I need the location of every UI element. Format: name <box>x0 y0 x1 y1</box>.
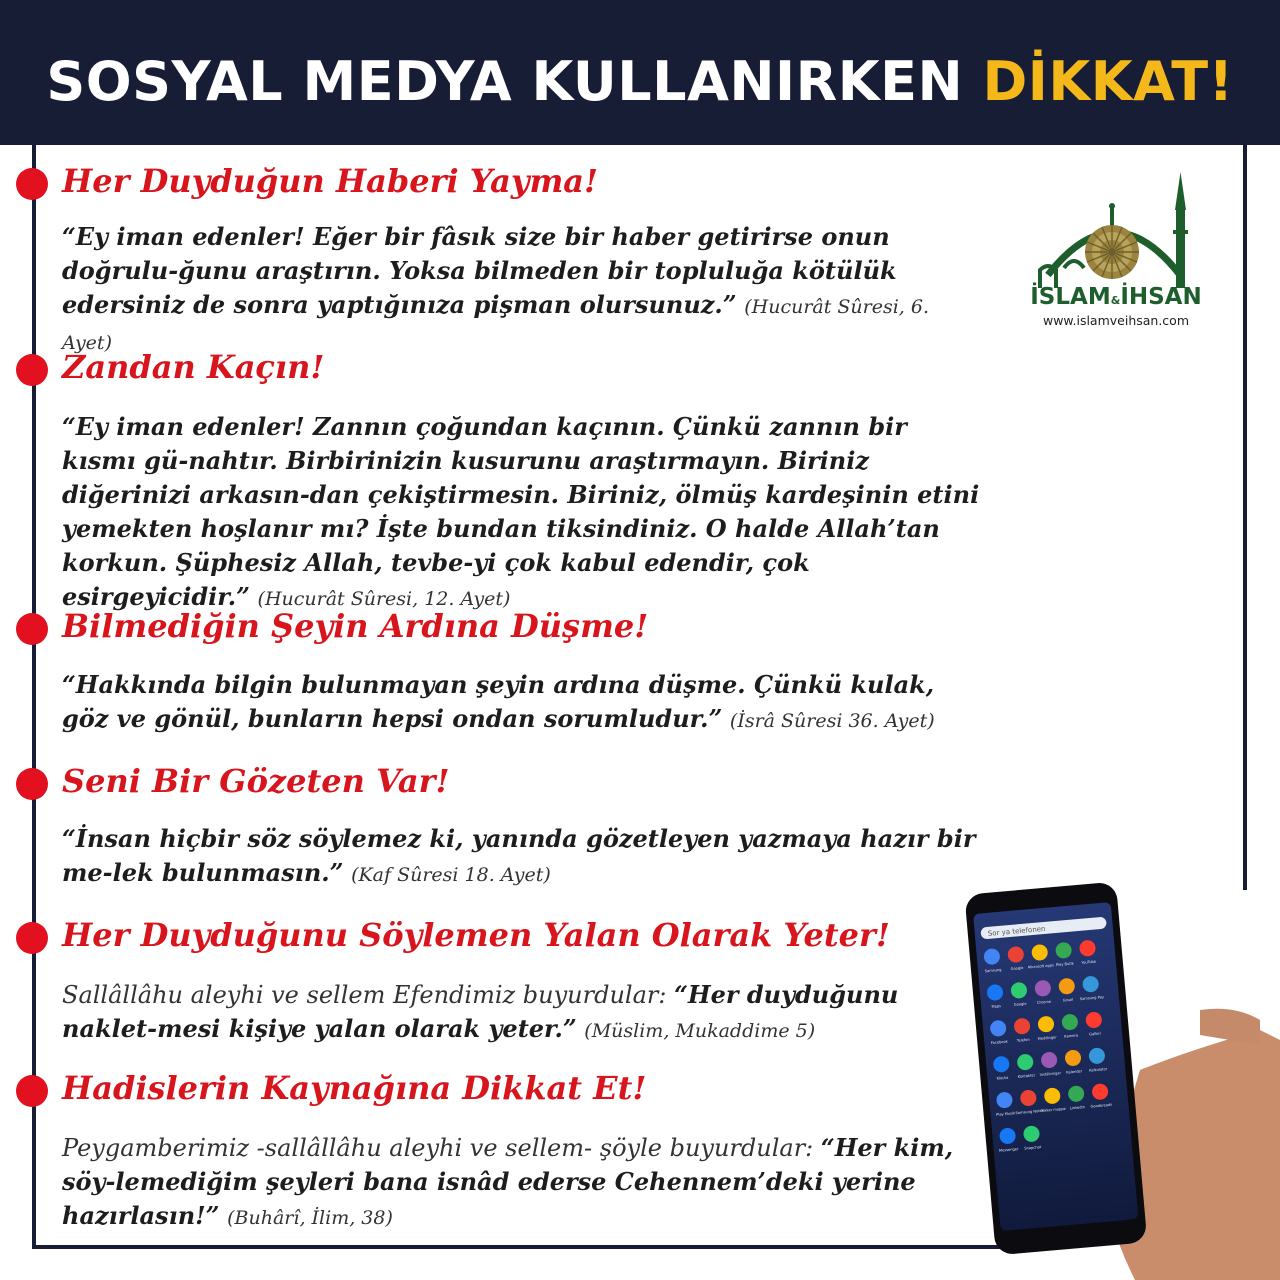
lead-text: Peygamberimiz -sallâllâhu aleyhi ve sellem- şöyle buyurdular: <box>62 1134 814 1162</box>
quote-source: (Hucurât Sûresi, 6. Ayet) <box>62 296 930 354</box>
quote-source: (Hucurât Sûresi, 12. Ayet) <box>257 588 511 610</box>
phone-app-label: Sikker mappe <box>1041 1106 1066 1113</box>
quote-source: (Kaf Sûresi 18. Ayet) <box>351 864 551 886</box>
quote-source: (İsrâ Sûresi 36. Ayet) <box>729 710 935 732</box>
phone-app-label: Samsung <box>984 967 1002 974</box>
section-paragraph <box>62 978 982 1048</box>
section-heading: Seni Bir Gözeten Var! <box>62 762 450 800</box>
quote-text: “İnsan hiçbir söz söylemez ki, yanında gözetleyen yazmaya hazır bir me-lek bulunmasın.” <box>62 824 976 887</box>
phone-app-label: Kalkulator <box>1089 1067 1108 1073</box>
title-accent: DİKKAT! <box>982 50 1234 113</box>
header-banner <box>0 0 1280 145</box>
section-heading: Bilmediğin Şeyin Ardına Düşme! <box>62 607 649 645</box>
logo-name-left: İSLAM <box>1030 284 1111 310</box>
phone-app-label: Samsung Notes <box>1015 1108 1044 1116</box>
phone-app-label: Play Butik <box>1055 961 1074 968</box>
title-main: SOSYAL MEDYA KULLANIRKEN <box>46 50 964 113</box>
phone-app-label: Maps <box>991 1004 1002 1009</box>
frame-bottom-border <box>32 1245 1032 1249</box>
phone-app-label: Play Musik <box>996 1111 1016 1117</box>
quote-text: “Hakkında bilgin bulunmayan şeyin ardına düşme. Çünkü kulak, göz ve gönül, bunların hepsi ondan sorumludur.” <box>62 670 935 733</box>
phone-app-label: Meddinger <box>1037 1035 1057 1041</box>
section-heading: Zandan Kaçın! <box>62 348 325 386</box>
section-paragraph <box>62 668 982 738</box>
phone-app-label: Gmail <box>1062 997 1074 1003</box>
section-paragraph <box>62 1131 982 1235</box>
quote-text: “Her duyduğunu naklet-mesi kişiye yalan olarak yeter.” <box>62 980 899 1043</box>
logo-url: www.islamveihsan.com <box>1042 313 1190 328</box>
quote-text: “Ey iman edenler! Zannın çoğundan kaçının. Çünkü zannın bir kısmı gü-nahtır. Birbirinizin kusurunu araştırmayın. Biriniz diğerinizi arkasın-dan çekiştirmesin. Biriniz, ölmüş kardeşinin etini yemekten hoşlanır mı? İşte bundan tiksindiniz. O halde Allah’tan korkun. Şüphesiz Allah, tevbe-yi çok kabul edendir, çok esirgeyicidir.” <box>62 412 980 611</box>
quote-text: “Her kim, söy-lemediğim şeyleri bana isnâd ederse Cehennem’deki yerine hazırlasın!” <box>62 1133 954 1230</box>
page-title <box>0 50 1280 113</box>
quote-text: “Ey iman edenler! Eğer bir fâsık size bir haber getirirse onun doğrulu-ğunu araştırın. Yoksa bilmeden bir topluluğa kötülük edersiniz de sonra yaptığınıza pişman olursunuz.” <box>62 222 897 319</box>
section-heading: Her Duyduğun Haberi Yayma! <box>62 162 599 200</box>
section-heading: Her Duyduğunu Söylemen Yalan Olarak Yeter! <box>62 916 890 954</box>
quote-source: (Buhârî, İlim, 38) <box>227 1207 393 1229</box>
phone-app-label: Klocka <box>996 1075 1009 1081</box>
phone-app-label: Facebook <box>990 1039 1008 1046</box>
phone-app-label: Google <box>1013 1001 1027 1007</box>
phone-app-label: Samsung Pay <box>1079 995 1105 1002</box>
section-paragraph <box>62 822 982 892</box>
logo-ampersand: & <box>1110 294 1121 307</box>
logo-name-right: İHSAN <box>1120 284 1202 310</box>
phone-app-label: Microsoft apps <box>1027 963 1055 970</box>
phone-app-label: Chrome <box>1036 999 1052 1005</box>
phone-app-label: Kamera <box>1064 1033 1079 1039</box>
phone-app-label: Kalender <box>1066 1069 1083 1075</box>
phone-app-label: LinkedIn <box>1069 1105 1086 1111</box>
section-bullet <box>16 354 48 386</box>
phone-app-label: Messenger <box>998 1147 1019 1153</box>
section-bullet <box>16 768 48 800</box>
lead-text: Sallâllâhu aleyhi ve sellem Efendimiz buyurdular: <box>62 981 667 1009</box>
phone-app-label: Kontakter <box>1017 1073 1036 1079</box>
section-bullet <box>16 613 48 645</box>
phone-app-label: Instälningar <box>1039 1071 1062 1077</box>
phone-app-label: Google <box>1010 965 1024 972</box>
section-bullet <box>16 1075 48 1107</box>
phone-app-label: Telefon <box>1016 1037 1030 1043</box>
phone-app-label: Galleri <box>1089 1031 1102 1037</box>
section-bullet <box>16 922 48 954</box>
phone-app-label: YouTube <box>1081 959 1097 965</box>
logo-name <box>1030 284 1202 310</box>
section-bullet <box>16 168 48 200</box>
phone-search-text: Sor ya telefonen <box>987 924 1046 938</box>
section-paragraph <box>62 220 982 360</box>
section-paragraph <box>62 410 982 616</box>
frame-right-border <box>1243 145 1247 890</box>
phone-app-label: Snapchat <box>1024 1145 1042 1151</box>
quote-source: (Müslim, Mukaddime 5) <box>584 1020 816 1042</box>
section-heading: Hadislerin Kaynağına Dikkat Et! <box>62 1069 647 1107</box>
phone-app-label: Goodereads <box>1090 1102 1113 1109</box>
phone-in-hand-icon <box>960 870 1280 1280</box>
